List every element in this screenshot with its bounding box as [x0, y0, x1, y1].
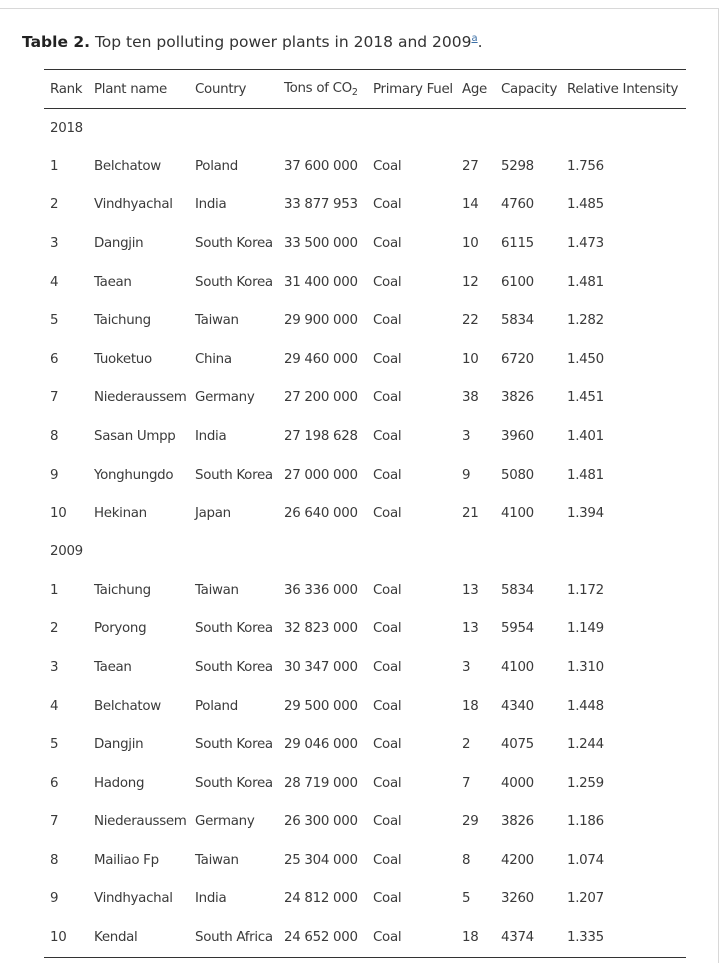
- cell-capacity: 5298: [501, 158, 534, 174]
- cell-relative-intensity: 1.259: [567, 775, 604, 791]
- cell-plant-name: Yonghungdo: [94, 467, 174, 483]
- cell-age: 10: [462, 235, 479, 251]
- table-caption: [22, 30, 483, 51]
- cell-plant-name: Dangjin: [94, 737, 144, 753]
- cell-tons-co2: 24 812 000: [284, 891, 358, 907]
- cell-age: 14: [462, 197, 479, 213]
- cell-plant-name: Kendal: [94, 918, 195, 957]
- header-row: [44, 70, 686, 109]
- cell-rank: 5: [50, 313, 59, 329]
- table-row: [44, 571, 686, 610]
- table-row: [44, 610, 686, 649]
- cell-plant-name: Taean: [94, 659, 132, 675]
- cell-capacity: 6115: [501, 235, 534, 251]
- table-row: [44, 456, 686, 495]
- cell-country: South Korea: [195, 621, 273, 637]
- cell-age: 27: [462, 158, 479, 174]
- cell-plant-name: Belchatow: [94, 698, 161, 714]
- caption-text: Top ten polluting power plants in 2018 and 2009: [90, 33, 472, 52]
- cell-relative-intensity: 1.401: [567, 428, 604, 444]
- cell-primary-fuel: Coal: [373, 891, 402, 907]
- table-row: [44, 263, 686, 302]
- cell-tons-co2: 29 900 000: [284, 313, 358, 329]
- cell-plant-name: Taean: [94, 274, 132, 290]
- cell-rank: 3: [50, 235, 59, 251]
- cell-age: 21: [462, 506, 479, 522]
- cell-capacity: 3826: [501, 390, 534, 406]
- table-row: [44, 648, 686, 687]
- cell-country: Poland: [195, 158, 238, 174]
- cell-capacity: 4760: [501, 197, 534, 213]
- cell-age: 29: [462, 814, 479, 830]
- table-row: [44, 880, 686, 919]
- table-label: Table 2.: [22, 33, 91, 52]
- caption-end: .: [477, 33, 483, 52]
- cell-tons-co2: 27 000 000: [284, 467, 358, 483]
- cell-plant-name: Tuoketuo: [94, 351, 152, 367]
- cell-capacity: 3260: [501, 891, 534, 907]
- cell-tons-co2: 27 200 000: [284, 390, 358, 406]
- header-age: Age: [462, 70, 501, 109]
- cell-primary-fuel: Coal: [373, 852, 402, 868]
- group-2018-heading: [44, 109, 686, 148]
- cell-tons-co2: 29 500 000: [284, 698, 358, 714]
- header-tons-subscript: 2: [351, 86, 358, 98]
- cell-relative-intensity: 1.451: [567, 390, 604, 406]
- cell-plant-name: Taichung: [94, 582, 151, 598]
- cell-primary-fuel: Coal: [373, 158, 402, 174]
- cell-plant-name: Poryong: [94, 621, 147, 637]
- cell-capacity: 4075: [501, 737, 534, 753]
- cell-tons-co2: 25 304 000: [284, 852, 358, 868]
- cell-rank: 5: [50, 737, 59, 753]
- cell-primary-fuel: Coal: [373, 814, 402, 830]
- footnote-link[interactable]: a: [471, 33, 478, 44]
- cell-country: China: [195, 351, 232, 367]
- cell-country: India: [195, 891, 227, 907]
- cell-relative-intensity: 1.448: [567, 698, 604, 714]
- cell-rank: 6: [50, 775, 59, 791]
- cell-rank: 9: [50, 891, 59, 907]
- cell-relative-intensity: 1.335: [567, 918, 686, 957]
- cell-country: Taiwan: [195, 582, 239, 598]
- cell-country: Japan: [195, 506, 231, 522]
- table-row: [44, 803, 686, 842]
- cell-relative-intensity: 1.207: [567, 891, 604, 907]
- cell-primary-fuel: Coal: [373, 582, 402, 598]
- cell-plant-name: Belchatow: [94, 158, 161, 174]
- cell-country: South Africa: [195, 918, 284, 957]
- cell-relative-intensity: 1.074: [567, 852, 604, 868]
- cell-country: Germany: [195, 814, 255, 830]
- cell-tons-co2: 26 640 000: [284, 506, 358, 522]
- cell-relative-intensity: 1.481: [567, 274, 604, 290]
- cell-capacity: 4340: [501, 698, 534, 714]
- cell-capacity: 5834: [501, 313, 534, 329]
- cell-country: Poland: [195, 698, 238, 714]
- table-row: [44, 340, 686, 379]
- cell-rank: 7: [50, 814, 59, 830]
- cell-primary-fuel: Coal: [373, 918, 462, 957]
- cell-relative-intensity: 1.186: [567, 814, 604, 830]
- year-row-2018: [44, 109, 686, 148]
- cell-age: 18: [462, 698, 479, 714]
- cell-relative-intensity: 1.172: [567, 582, 604, 598]
- table-row: [44, 764, 686, 803]
- cell-capacity: 5954: [501, 621, 534, 637]
- cell-plant-name: Niederaussem: [94, 814, 187, 830]
- cell-capacity: 4100: [501, 506, 534, 522]
- header-tons-co2: [284, 70, 373, 109]
- cell-age: 38: [462, 390, 479, 406]
- cell-capacity: 4374: [501, 918, 567, 957]
- cell-capacity: 6100: [501, 274, 534, 290]
- cell-plant-name: Taichung: [94, 313, 151, 329]
- cell-relative-intensity: 1.310: [567, 659, 604, 675]
- cell-plant-name: Hekinan: [94, 506, 147, 522]
- cell-age: 3: [462, 659, 471, 675]
- cell-rank: 2: [50, 197, 59, 213]
- table-row: [44, 417, 686, 456]
- cell-age: 22: [462, 313, 479, 329]
- year-label: 2018: [44, 109, 686, 148]
- cell-primary-fuel: Coal: [373, 698, 402, 714]
- cell-age: 8: [462, 852, 471, 868]
- cell-plant-name: Mailiao Fp: [94, 852, 159, 868]
- cell-plant-name: Dangjin: [94, 235, 144, 251]
- cell-primary-fuel: Coal: [373, 390, 402, 406]
- cell-primary-fuel: Coal: [373, 621, 402, 637]
- cell-tons-co2: 31 400 000: [284, 274, 358, 290]
- table-row: [44, 494, 686, 533]
- header-relative-intensity: Relative Intensity: [567, 70, 686, 109]
- cell-tons-co2: 27 198 628: [284, 428, 358, 444]
- cell-relative-intensity: 1.149: [567, 621, 604, 637]
- table-row: [44, 379, 686, 418]
- cell-age: 10: [462, 351, 479, 367]
- cell-tons-co2: 26 300 000: [284, 814, 358, 830]
- header-tons-text: Tons of CO: [284, 80, 352, 96]
- cell-relative-intensity: 1.394: [567, 506, 604, 522]
- cell-plant-name: Vindhyachal: [94, 891, 173, 907]
- table-row: [44, 147, 686, 186]
- cell-rank: 4: [50, 274, 59, 290]
- cell-country: South Korea: [195, 274, 273, 290]
- cell-rank: 8: [50, 428, 59, 444]
- cell-country: South Korea: [195, 235, 273, 251]
- cell-tons-co2: 32 823 000: [284, 621, 358, 637]
- header-country: Country: [195, 70, 284, 109]
- cell-primary-fuel: Coal: [373, 428, 402, 444]
- cell-capacity: 3826: [501, 814, 534, 830]
- cell-primary-fuel: Coal: [373, 274, 402, 290]
- cell-country: India: [195, 428, 227, 444]
- group-2018-rows: [44, 147, 686, 533]
- cell-country: South Korea: [195, 659, 273, 675]
- cell-primary-fuel: Coal: [373, 235, 402, 251]
- cell-tons-co2: 36 336 000: [284, 582, 358, 598]
- cell-plant-name: Niederaussem: [94, 390, 187, 406]
- table-row: [44, 186, 686, 225]
- table-row: [44, 918, 686, 957]
- cell-tons-co2: 33 877 953: [284, 197, 358, 213]
- cell-primary-fuel: Coal: [373, 313, 402, 329]
- cell-tons-co2: 29 046 000: [284, 737, 358, 753]
- cell-tons-co2: 30 347 000: [284, 659, 358, 675]
- cell-relative-intensity: 1.450: [567, 351, 604, 367]
- table-row: [44, 841, 686, 880]
- cell-country: Germany: [195, 390, 255, 406]
- cell-plant-name: Sasan Umpp: [94, 428, 176, 444]
- cell-primary-fuel: Coal: [373, 775, 402, 791]
- cell-relative-intensity: 1.244: [567, 737, 604, 753]
- cell-age: 12: [462, 274, 479, 290]
- cell-country: South Korea: [195, 737, 273, 753]
- cell-relative-intensity: 1.756: [567, 158, 604, 174]
- cell-rank: 9: [50, 467, 59, 483]
- cell-primary-fuel: Coal: [373, 737, 402, 753]
- cell-relative-intensity: 1.481: [567, 467, 604, 483]
- table-row: [44, 301, 686, 340]
- data-table: [44, 69, 686, 958]
- header-rank: Rank: [44, 70, 94, 109]
- cell-rank: 7: [50, 390, 59, 406]
- cell-tons-co2: 28 719 000: [284, 775, 358, 791]
- cell-capacity: 3960: [501, 428, 534, 444]
- cell-rank: 6: [50, 351, 59, 367]
- cell-rank: 3: [50, 659, 59, 675]
- cell-primary-fuel: Coal: [373, 659, 402, 675]
- cell-rank: 10: [44, 918, 94, 957]
- cell-rank: 2: [50, 621, 59, 637]
- cell-relative-intensity: 1.485: [567, 197, 604, 213]
- cell-rank: 1: [50, 158, 59, 174]
- year-label: 2009: [50, 544, 83, 560]
- cell-relative-intensity: 1.282: [567, 313, 604, 329]
- cell-primary-fuel: Coal: [373, 467, 402, 483]
- cell-country: South Korea: [195, 775, 273, 791]
- table-row: [44, 687, 686, 726]
- header-capacity: Capacity: [501, 70, 567, 109]
- cell-capacity: 4200: [501, 852, 534, 868]
- cell-country: Taiwan: [195, 313, 239, 329]
- cell-country: India: [195, 197, 227, 213]
- cell-tons-co2: 37 600 000: [284, 158, 358, 174]
- cell-capacity: 4100: [501, 659, 534, 675]
- cell-rank: 4: [50, 698, 59, 714]
- group-2009-rows: [44, 533, 686, 957]
- cell-primary-fuel: Coal: [373, 351, 402, 367]
- table-row: [44, 224, 686, 263]
- cell-country: Taiwan: [195, 852, 239, 868]
- table-header: [44, 70, 686, 109]
- header-plant-name: Plant name: [94, 70, 195, 109]
- cell-country: South Korea: [195, 467, 273, 483]
- cell-plant-name: Vindhyachal: [94, 197, 173, 213]
- cell-age: 3: [462, 428, 471, 444]
- cell-age: 9: [462, 467, 471, 483]
- cell-primary-fuel: Coal: [373, 197, 402, 213]
- cell-rank: 1: [50, 582, 59, 598]
- cell-capacity: 5834: [501, 582, 534, 598]
- cell-age: 13: [462, 582, 479, 598]
- header-primary-fuel: Primary Fuel: [373, 70, 462, 109]
- cell-rank: 8: [50, 852, 59, 868]
- cell-capacity: 5080: [501, 467, 534, 483]
- cell-age: 18: [462, 918, 501, 957]
- table-row: [44, 725, 686, 764]
- cell-age: 2: [462, 737, 471, 753]
- cell-capacity: 4000: [501, 775, 534, 791]
- cell-relative-intensity: 1.473: [567, 235, 604, 251]
- data-table-container: [44, 69, 680, 958]
- cell-primary-fuel: Coal: [373, 506, 402, 522]
- cell-plant-name: Hadong: [94, 775, 145, 791]
- cell-age: 5: [462, 891, 471, 907]
- cell-capacity: 6720: [501, 351, 534, 367]
- cell-tons-co2: 33 500 000: [284, 235, 358, 251]
- cell-rank: 10: [50, 506, 67, 522]
- cell-tons-co2: 29 460 000: [284, 351, 358, 367]
- cell-age: 13: [462, 621, 479, 637]
- cell-tons-co2: 24 652 000: [284, 918, 373, 957]
- cell-age: 7: [462, 775, 471, 791]
- year-row-2009: [44, 533, 686, 571]
